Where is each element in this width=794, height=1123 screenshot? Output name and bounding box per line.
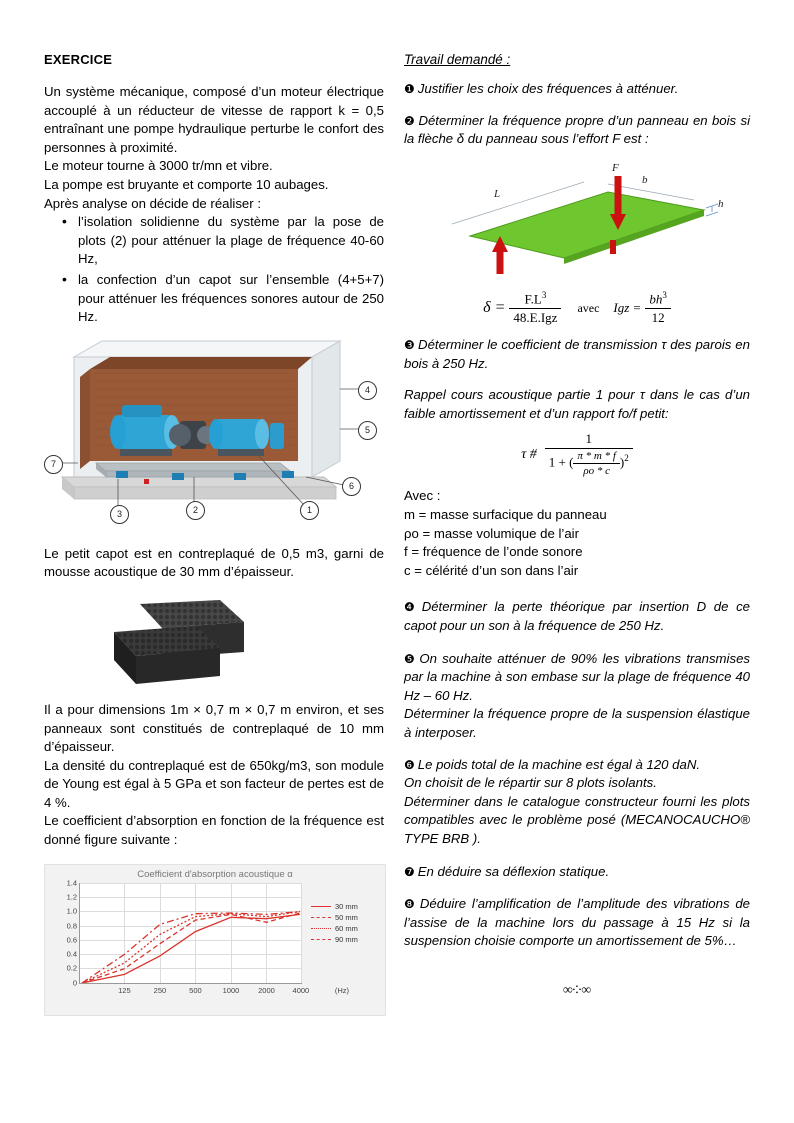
plate-deflection-figure	[412, 162, 742, 282]
question-7	[404, 863, 750, 882]
callout-6: 6	[342, 477, 361, 496]
label-width-b: b	[642, 173, 648, 186]
machine-enclosure-figure	[44, 337, 384, 537]
question-number: ❺	[404, 651, 417, 666]
chart-legend	[311, 901, 358, 945]
definition-m: m = masse surfacique du panneau	[404, 507, 607, 523]
foam-illustration	[44, 596, 384, 691]
formula-tau-lhs: τ #	[521, 447, 537, 463]
question-text: Le poids total de la machine est égal à 120 daN.	[417, 756, 701, 772]
question-text: Déterminer la fréquence propre d’un panneau en bois si la flèche δ du panneau sous l’effort F est :	[404, 112, 751, 147]
callout-1: 1	[300, 501, 319, 520]
label-length-l: L	[494, 187, 501, 200]
question-text: Déduire l’amplification de l’amplitude des vibrations de l’assise de la machine lors du passage à 15 Hz si la suspension choisie comporte un amortissement de 5%…	[404, 896, 751, 949]
question-text: Justifier les choix des fréquences à atténuer.	[417, 81, 679, 96]
formula-igz-numerator	[645, 290, 671, 309]
formula-tau	[404, 431, 750, 477]
capot-caption: Le petit capot est en contreplaqué de 0,5 m3, garni de mousse acoustique de 30 mm d’épaisseur.	[44, 545, 384, 580]
formula-igz-num-exp: 3	[662, 289, 667, 300]
question-4	[404, 598, 750, 635]
question-number: ❻	[404, 757, 415, 772]
y-tick: 1.4	[66, 878, 77, 888]
paragraph-4: Après analyse on décide de réaliser :	[44, 195, 261, 211]
legend-swatch	[311, 917, 331, 918]
formula-delta-numerator	[509, 290, 561, 309]
formula-avec-word: avec	[577, 300, 600, 315]
label-force-f: F	[612, 161, 619, 174]
q3-reminder: Rappel cours acoustique partie 1 pour τ dans le cas d’un faible amortissement et d’un rapport fo/f petit:	[404, 387, 750, 421]
formula-igz-denominator: 12	[651, 310, 665, 326]
legend-label: 30 mm	[335, 901, 358, 911]
definition-f: f = fréquence de l’onde sonore	[404, 544, 583, 560]
legend-item	[311, 934, 358, 945]
right-column	[404, 52, 750, 1013]
question-number: ❷	[404, 113, 416, 128]
question-number: ❼	[404, 864, 415, 879]
question-number: ❹	[404, 600, 419, 615]
legend-swatch	[311, 928, 331, 929]
absorption-chart	[44, 864, 386, 1016]
question-8	[404, 895, 750, 951]
paragraph-1: Un système mécanique, composé d’un moteur électrique accouplé à un réducteur de vitesse de rapport k = 0,5 entraînant une pompe hydraulique perturbe le confort des personnes à proximité.	[44, 84, 384, 155]
callout-4: 4	[358, 381, 377, 400]
paragraph-6: La densité du contreplaqué est de 650kg/m3, son module de Young est égal à 5 GPa et son facteur de pertes est de 4 %.	[44, 757, 384, 810]
y-tick: 0.6	[66, 935, 77, 945]
paragraph-3: La pompe est bruyante et comporte 10 aubages.	[44, 176, 329, 192]
legend-item	[311, 923, 358, 934]
question-6-extra-2: Déterminer dans le catalogue constructeur fourni les plots compatibles avec le problème posé (MECANOCAUCHO® TYPE BRB ).	[404, 793, 750, 846]
question-text: On souhaite atténuer de 90% les vibrations transmises par la machine à son embase sur la plage de fréquence 40 Hz – 60 Hz.	[404, 650, 750, 703]
legend-item	[311, 901, 358, 912]
ending-ornament: ∞༶∞	[562, 982, 592, 998]
question-6-extra-1: On choisit de le répartir sur 8 plots isolants.	[404, 775, 657, 791]
question-text: En déduire sa déflexion statique.	[417, 863, 610, 879]
callout-3: 3	[110, 505, 129, 524]
machine-enclosure-illustration	[44, 337, 384, 537]
list-item: • l’isolation solidienne du système par la pose de plots (2) pour atténuer la plage de fréquence 40-60 Hz,	[78, 213, 384, 269]
paragraph-7: Le coefficient d’absorption en fonction de la fréquence est donné figure suivante :	[44, 813, 384, 848]
x-tick: 2000	[258, 985, 275, 995]
x-tick: 500	[189, 985, 202, 995]
formula-tau-den-close: )	[619, 454, 625, 470]
formula-igz-lhs: Igz =	[613, 299, 642, 315]
question-1	[404, 80, 750, 99]
formula-delta-lhs: δ =	[483, 298, 506, 316]
intro-text	[44, 83, 384, 327]
dimensions-text	[44, 701, 384, 850]
callout-2: 2	[186, 501, 205, 520]
formula-delta-denominator: 48.E.Igz	[513, 310, 558, 326]
legend-label: 90 mm	[335, 934, 358, 944]
y-tick: 0.4	[66, 949, 77, 959]
legend-label: 60 mm	[335, 923, 358, 933]
y-tick: 1.2	[66, 892, 77, 902]
callout-5: 5	[358, 421, 377, 440]
formula-tau-inner-den: ρo * c	[583, 465, 610, 478]
question-number: ❸	[404, 338, 416, 353]
x-tick: 250	[153, 985, 167, 995]
x-tick: 4000	[292, 985, 310, 995]
question-number: ❶	[404, 82, 415, 96]
plate-illustration	[412, 162, 742, 282]
paragraph-5: Il a pour dimensions 1m × 0,7 m × 0,7 m environ, et ses panneaux sont constitués de contreplaqué de 10 mm d’épaisseur.	[44, 701, 384, 755]
question-5-extra: Déterminer la fréquence propre de la suspension élastique à interposer.	[404, 706, 750, 741]
avec-block	[404, 487, 750, 580]
question-number: ❽	[404, 897, 417, 912]
formula-tau-denominator	[545, 449, 633, 477]
formula-tau-inner-num: π * m * f	[573, 450, 620, 464]
definition-c: c = célérité d’un son dans l’air	[404, 562, 579, 578]
callout-7: 7	[44, 455, 63, 474]
question-text: Déterminer le coefficient de transmission τ des parois en bois à 250 Hz.	[404, 337, 750, 371]
question-5	[404, 650, 750, 706]
formula-delta-num-exp: 3	[541, 289, 547, 300]
formula-tau-den-exp: 2	[624, 453, 629, 464]
question-6	[404, 756, 750, 775]
y-tick: 0	[72, 978, 77, 988]
question-2	[404, 112, 750, 149]
legend-swatch	[311, 939, 331, 940]
question-3	[404, 336, 750, 373]
x-tick: 1000	[222, 985, 240, 995]
work-required-heading: Travail demandé :	[404, 52, 511, 67]
legend-swatch	[311, 906, 331, 907]
acoustic-foam-figure	[44, 596, 384, 691]
formula-deflection	[404, 290, 750, 326]
x-tick: 125	[118, 985, 131, 995]
list-item: • la confection d’un capot sur l’ensemble (4+5+7) pour atténuer les fréquences sonores autour de 250 Hz.	[78, 271, 384, 327]
legend-label: 50 mm	[335, 912, 358, 922]
y-tick: 0.2	[66, 963, 77, 973]
page-title: EXERCICE	[44, 52, 113, 67]
y-tick: 0.8	[66, 921, 77, 931]
avec-label: Avec :	[404, 488, 441, 504]
bullet-list	[44, 213, 384, 327]
label-thickness-h: h	[718, 197, 724, 210]
left-column	[44, 52, 384, 1016]
legend-item	[311, 912, 358, 923]
formula-igz-num-text: bh	[649, 291, 663, 307]
chart-title: Coefficient d'absorption acoustique α	[137, 868, 293, 880]
formula-tau-numerator: 1	[545, 431, 633, 449]
paragraph-2: Le moteur tourne à 3000 tr/mn et vibre.	[44, 158, 273, 174]
formula-tau-den-open: 1 + (	[548, 454, 574, 470]
definition-rho: ρo = masse volumique de l’air	[404, 525, 579, 541]
formula-delta-num-text: F.L	[524, 291, 542, 307]
y-tick: 1.0	[66, 906, 77, 916]
chart-series-lines	[80, 883, 302, 983]
x-axis-label: (Hz)	[334, 985, 350, 995]
question-text: Déterminer la perte théorique par insertion D de ce capot pour un son à la fréquence de 250 Hz.	[404, 599, 750, 634]
